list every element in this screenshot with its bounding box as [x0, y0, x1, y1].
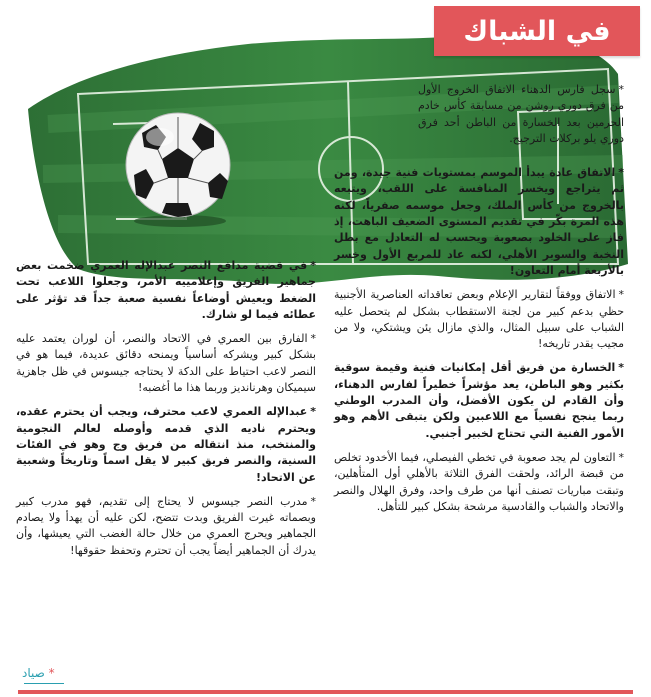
paragraph: [334, 360, 624, 441]
bullet-icon: *: [310, 405, 316, 419]
bullet-icon: *: [618, 450, 624, 464]
paragraph: [16, 494, 316, 559]
paragraph-text: سجل فارس الدهناء الاتفاق الخروج الأول من فرق دوري روشن من مسابقة كأس خادم الحرمين بعد الخسارة من الباطن أحد فرق دوري يلو بركلات الترجيح.: [418, 83, 624, 145]
right-column: [334, 82, 624, 523]
paragraph-text: التعاون لم يجد صعوبة في تخطي الفيصلي، فيما الأخدود تخلص من قبضة الرائد، ولحقت الفرق الثلاثة بالأهلي أول المتأهلين، وتبقت مباريات تصنف أنها من طرف واحد، وفرق الهلال والنصر والاتحاد والشباب والقادسية مرشحة بشكل كبير للتأهل.: [334, 450, 624, 513]
paragraph: [334, 165, 624, 279]
paragraph: [334, 450, 624, 515]
bullet-icon: *: [618, 361, 624, 375]
paragraph-text: عبدالإله العمري لاعب محترف، ويجب أن يحترم عقده، ويحترم ناديه الذي قدمه وأوصله لعالم النجومية والمنتخب، منذ انتقاله من فريق وج وهو في الفئات السنية، والنصر فريق كبير لا يقل اسماً وتاريخاً وشعبية عن الاتحاد!: [16, 405, 316, 484]
paragraph: [16, 404, 316, 485]
bullet-icon: *: [618, 166, 624, 180]
divider: [24, 683, 64, 684]
bullet-icon: *: [618, 288, 624, 302]
soccer-ball-image: [122, 103, 234, 229]
bullet-icon: *: [310, 259, 316, 272]
paragraph-text: في قضية مدافع النصر عبدالإله العمري ضخمت بعض جماهير الفريق وإعلامييه الأمر، وجعلوا اللاعب تحت الضغط ويعيش أوضاعاً نفسية صعبة جداً قد تؤثر على عطائه فيما لو شارك.: [16, 259, 316, 321]
paragraph-text: الاتفاق عادة يبدأ الموسم بمستويات فنية جيدة، ومن ثم يتراجع ويخسر المنافسة على اللقب، ويتبعه بالخروج من كأس الملك، وجعل موسمه صفرياً، لكنه هذه المرة بكّر في تقديم المستوى الضعيف الباهت، إذ فاز على الخلود بصعوبة ويحسب له التعادل مع بطل النخبة والسوبر الأهلي، لكنه عاد للمربع الأول وخسر بالأربعة أمام التعاون!: [334, 166, 624, 277]
paragraph-text: مدرب النصر جيسوس لا يحتاج إلى تقديم، فهو مدرب كبير وبصماته غيرت الفريق وبدت تتضح، لكن عليه أن يهدأ ولا يصادم الجماهير ويحرج العمري من خلال حالة الغضب التي يعيشها، وأن يدرك أن الجماهير أيضاً يجب أن تحترم وتحفظ حقوقها!: [16, 494, 316, 557]
author-credit: [22, 666, 55, 680]
section-title: في الشباك: [434, 6, 640, 56]
paragraph-text: الاتفاق ووفقاً لتقارير الإعلام وبعض تعاقداته العناصرية الأجنبية حظي بدعم كبير من لجنة الاستقطاب بشكل لم يتحصل عليه الشباب على سبيل المثال، والذي مازال يئن ويشتكي، ولا من مجيب يقدر تاريخه!: [334, 288, 624, 351]
bullet-icon: *: [618, 83, 624, 96]
bullet-icon: *: [310, 494, 316, 508]
paragraph: [418, 82, 624, 147]
bottom-accent-bar: [18, 690, 633, 694]
author-name: صياد: [22, 666, 45, 680]
paragraph: [334, 287, 624, 352]
credit-mark: *: [48, 666, 55, 680]
bullet-icon: *: [310, 332, 316, 346]
left-column: [16, 258, 316, 567]
paragraph: [16, 258, 316, 323]
paragraph-text: الخسارة من فريق أقل إمكانيات فنية وقيمة سوقية بكثير وهو الباطن، يعد مؤشراً خطيراً لفارس الدهناء، وأن القادم لن يكون الأفضل، وأن المدرب الوطني ربما ينجح نفسياً مع اللاعبين ولكن يتبقى الأهم وهو الأمور الفنية التي تحتاج لخبير أجنبي.: [334, 361, 624, 440]
paragraph: [16, 331, 316, 396]
paragraph-text: الفارق بين العمري في الاتحاد والنصر، أن لوران يعتمد عليه بشكل كبير ويشركه أساسياً ويمنحه دقائق عديدة، فيما هو في النصر لاعب احتياط على الدكة لا يحتاجه جيسوس في ظل جاهزية سيميكان وهرنانديز وربما هذا ما أغضبه!: [16, 332, 316, 395]
